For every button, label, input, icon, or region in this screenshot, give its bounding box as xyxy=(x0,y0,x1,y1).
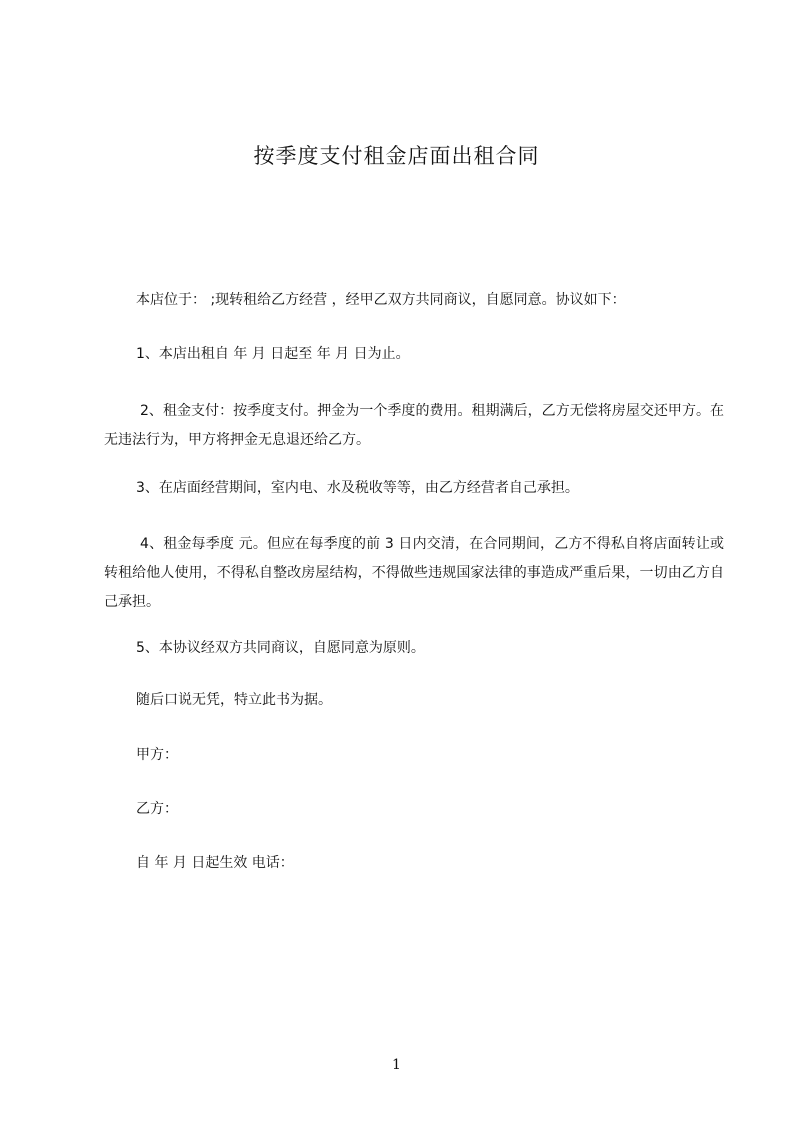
party-b-label: 乙方： xyxy=(136,801,178,817)
party-a-label: 甲方： xyxy=(136,747,178,763)
clause-5: 5、本协议经双方共同商议，自愿同意为原则。 xyxy=(136,640,425,656)
intro-paragraph: 本店位于： ;现转租给乙方经营 ，经甲乙双方共同商议，自愿同意。协议如下： xyxy=(136,292,626,308)
clause-3: 3、在店面经营期间，室内电、水及税收等等，由乙方经营者自己承担。 xyxy=(136,480,579,496)
clause-1: 1、本店出租自 年 月 日起至 年 月 日为止。 xyxy=(136,346,410,362)
document-title: 按季度支付租金店面出租合同 xyxy=(253,144,540,168)
clause-2: 2、租金支付：按季度支付。押金为一个季度的费用。租期满后，乙方无偿将房屋交还甲方。在无违法行为，甲方将押金无息退还给乙方。 xyxy=(104,403,724,448)
clause-4: 4、租金每季度 元。但应在每季度的前 3 日内交清，在合同期间，乙方不得私自将店面转让或转租给他人使用，不得私自整改房屋结构，不得做些违规国家法律的事造成严重后果，一切由乙方自己承担。 xyxy=(104,536,724,610)
effective-date-phone: 自 年 月 日起生效 电话： xyxy=(136,855,294,871)
page-number: 1 xyxy=(392,1057,401,1073)
closing-statement: 随后口说无凭，特立此书为据。 xyxy=(136,692,332,708)
